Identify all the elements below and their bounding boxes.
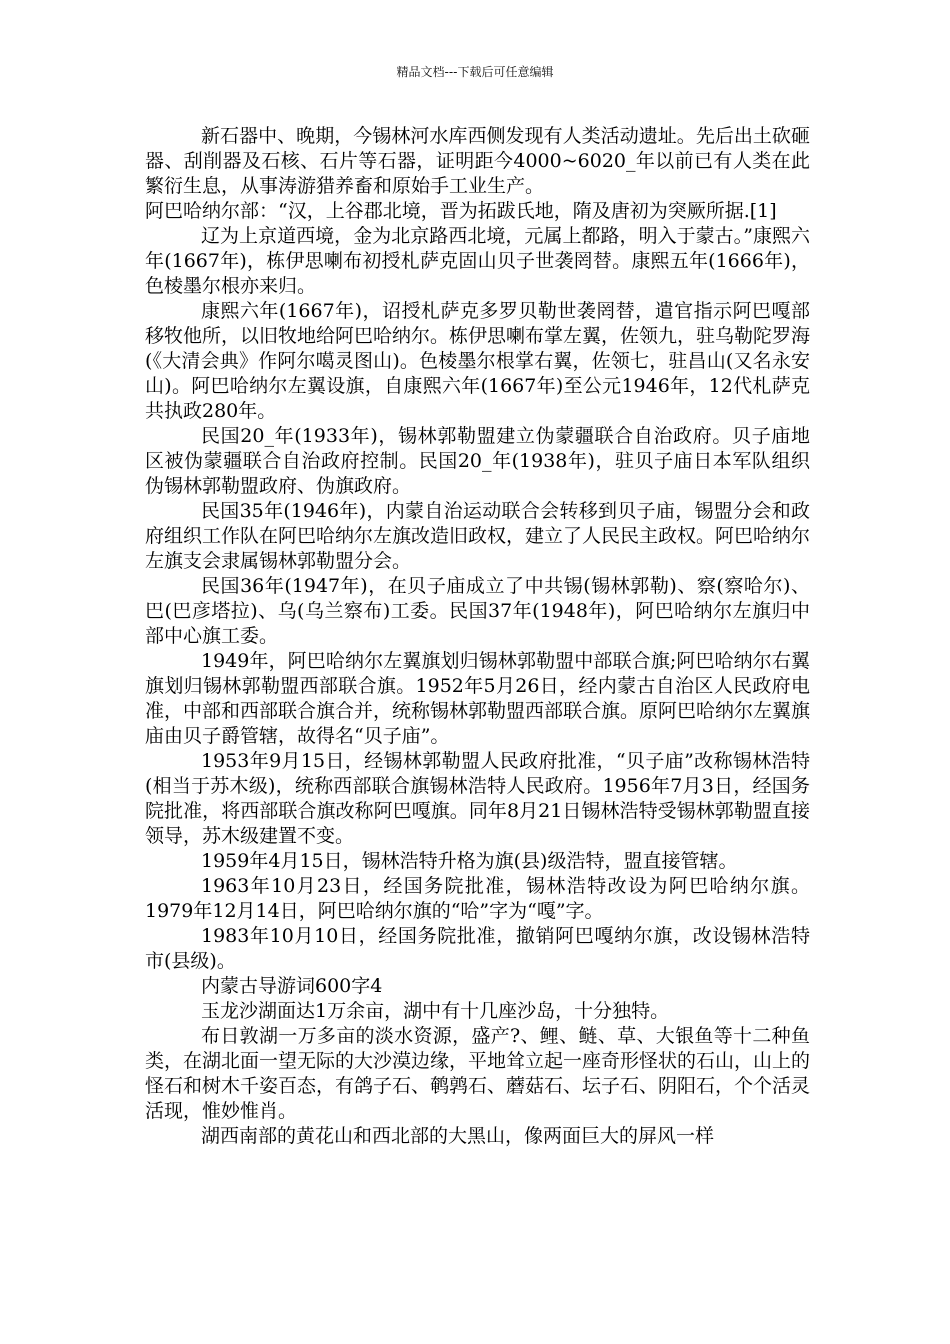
paragraph: 民国20_年(1933年)，锡林郭勒盟建立伪蒙疆联合自治政府。贝子庙地区被伪蒙疆联合自治政府控制。民国20_年(1938年)，驻贝子庙日本军队组织伪锡林郭勒盟政府、伪旗政府。	[145, 425, 810, 497]
page-header: 精品文档---下载后可任意编辑	[396, 65, 554, 79]
paragraph: 1959年4月15日，锡林浩特升格为旗(县)级浩特，盟直接管辖。	[201, 850, 738, 872]
paragraph: 1963年10月23日，经国务院批准，锡林浩特改设为阿巴哈纳尔旗。1979年12月14日，阿巴哈纳尔旗的“哈”字为“嘎”字。	[145, 875, 810, 922]
paragraph: 新石器中、晚期，今锡林河水库西侧发现有人类活动遗址。先后出土砍砸器、刮削器及石核、石片等石器，证明距今4000~6020_年以前已有人类在此繁衍生息，从事涛游猎养畜和原始手工业生产。	[145, 125, 810, 197]
document-body	[145, 124, 810, 1149]
section-heading: 内蒙古导游词600字4	[201, 975, 383, 997]
paragraph: 1983年10月10日，经国务院批准，撤销阿巴嘎纳尔旗，改设锡林浩特市(县级)。	[145, 925, 810, 972]
paragraph: 1953年9月15日，经锡林郭勒盟人民政府批准，“贝子庙”改称锡林浩特(相当于苏木级)，统称西部联合旗锡林浩特人民政府。1956年7月3日，经国务院批准，将西部联合旗改称阿巴嘎旗。同年8月21日锡林浩特受锡林郭勒盟直接领导，苏木级建置不变。	[145, 750, 810, 847]
paragraph: 布日敦湖一万多亩的淡水资源，盛产?、鲤、鲢、草、大银鱼等十二种鱼类，在湖北面一望无际的大沙漠边缘，平地耸立起一座奇形怪状的石山，山上的怪石和树木千姿百态，有鸽子石、鹌鹑石、蘑菇石、坛子石、阴阳石，个个活灵活现，惟妙惟肖。	[145, 1025, 811, 1122]
paragraph: 玉龙沙湖面达1万余亩，湖中有十几座沙岛，十分独特。	[201, 1000, 670, 1022]
paragraph: 阿巴哈纳尔部：“汉，上谷郡北境，晋为拓跋氏地，隋及唐初为突厥所据.[1]	[145, 200, 777, 222]
paragraph: 民国36年(1947年)，在贝子庙成立了中共锡(锡林郭勒)、察(察哈尔)、巴(巴彦塔拉)、乌(乌兰察布)工委。民国37年(1948年)，阿巴哈纳尔左旗归中部中心旗工委。	[145, 575, 810, 647]
paragraph: 1949年，阿巴哈纳尔左翼旗划归锡林郭勒盟中部联合旗;阿巴哈纳尔右翼旗划归锡林郭勒盟西部联合旗。1952年5月26日，经内蒙古自治区人民政府电准，中部和西部联合旗合并，统称锡林郭勒盟西部联合旗。原阿巴哈纳尔左翼旗庙由贝子爵管辖，故得名“贝子庙”。	[145, 650, 811, 747]
paragraph: 民国35年(1946年)，内蒙自治运动联合会转移到贝子庙，锡盟分会和政府组织工作队在阿巴哈纳尔左旗改造旧政权，建立了人民民主政权。阿巴哈纳尔左旗支会隶属锡林郭勒盟分会。	[145, 500, 811, 572]
paragraph: 辽为上京道西境，金为北京路西北境，元属上都路，明入于蒙古。”康熙六年(1667年)，栋伊思喇布初授札萨克固山贝子世袭罔替。康熙五年(1666年)，色棱墨尔根亦来归。	[145, 225, 810, 297]
paragraph: 湖西南部的黄花山和西北部的大黑山，像两面巨大的屏风一样	[201, 1125, 715, 1147]
paragraph: 康熙六年(1667年)，诏授札萨克多罗贝勒世袭罔替，遣官指示阿巴嘎部移牧他所，以旧牧地给阿巴哈纳尔。栋伊思喇布掌左翼，佐领九，驻乌勒陀罗海(《大清会典》作阿尔噶灵图山)。色棱墨尔根掌右翼，佐领七，驻昌山(又名永安山)。阿巴哈纳尔左翼设旗，自康熙六年(1667年)至公元1946年，12代札萨克共执政280年。	[145, 300, 811, 422]
